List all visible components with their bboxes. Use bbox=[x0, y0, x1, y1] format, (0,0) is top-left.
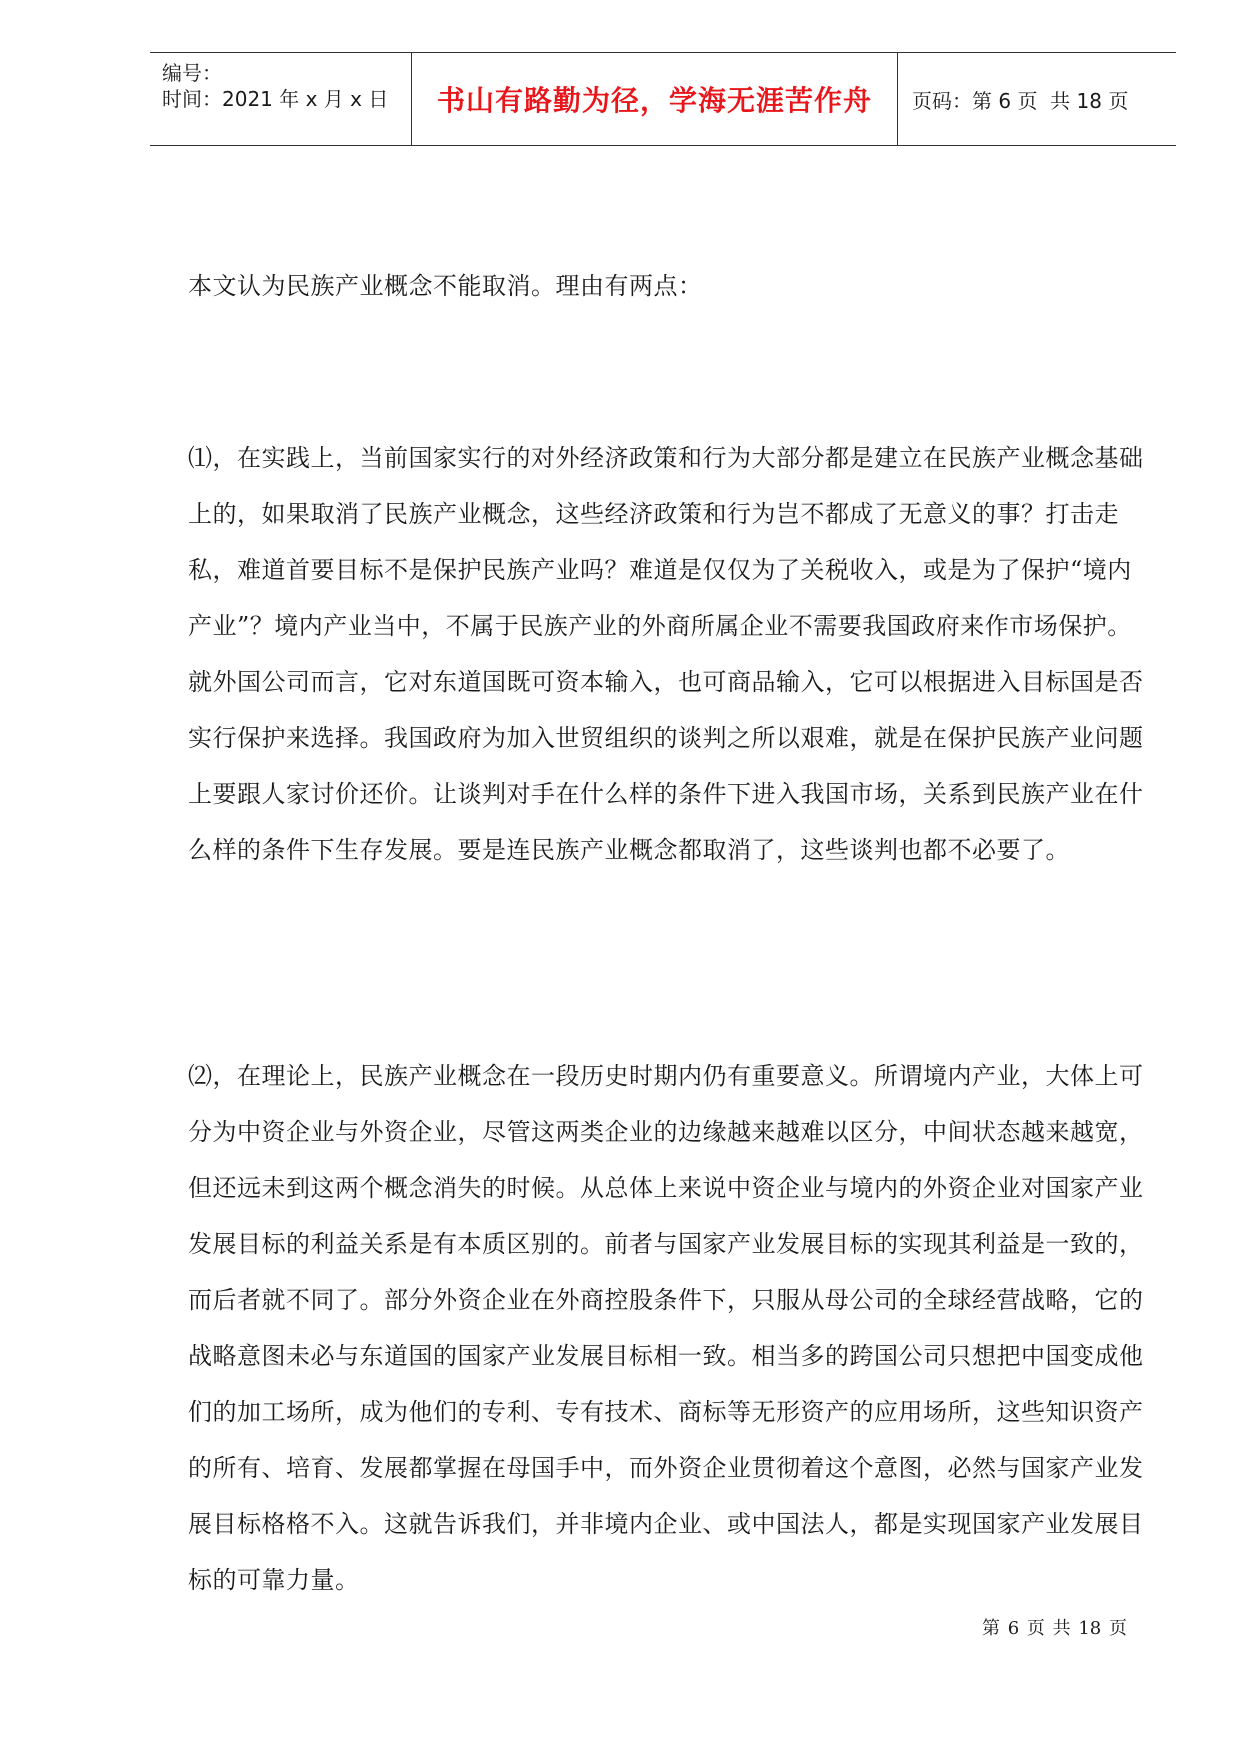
header-meta bbox=[150, 53, 412, 145]
header-page-code: 页码：第 6 页 共 18 页 bbox=[912, 88, 1129, 113]
page-footer: 第 6 页 共 18 页 bbox=[982, 1618, 1127, 1639]
header-motto: 书山有路勤为径，学海无涯苦作舟 bbox=[436, 84, 872, 117]
header-page-code-cell bbox=[898, 53, 1176, 145]
point-1-paragraph: ⑴，在实践上，当前国家实行的对外经济政策和行为大部分都是建立在民族产业概念基础上的，如果取消了民族产业概念，这些经济政策和行为岂不都成了无意义的事？打击走私，难道首要目标不是保护民族产业吗？难道是仅仅为了关税收入，或是为了保护“境内产业”？境内产业当中，不属于民族产业的外商所属企业不需要我国政府来作市场保护。就外国公司而言，它对东道国既可资本输入，也可商品输入，它可以根据进入目标国是否实行保护来选择。我国政府为加入世贸组织的谈判之所以艰难，就是在保护民族产业问题上要跟人家讨价还价。让谈判对手在什么样的条件下进入我国市场，关系到民族产业在什么样的条件下生存发展。要是连民族产业概念都取消了，这些谈判也都不必要了。 bbox=[188, 444, 1144, 864]
header-motto-cell bbox=[412, 53, 898, 145]
page-header bbox=[150, 52, 1176, 146]
point-2-paragraph: ⑵，在理论上，民族产业概念在一段历史时期内仍有重要意义。所谓境内产业，大体上可分为中资企业与外资企业，尽管这两类企业的边缘越来越难以区分，中间状态越来越宽，但还远未到这两个概念消失的时候。从总体上来说中资企业与境内的外资企业对国家产业发展目标的利益关系是有本质区别的。前者与国家产业发展目标的实现其利益是一致的，而后者就不同了。部分外资企业在外商控股条件下，只服从母公司的全球经营战略，它的战略意图未必与东道国的国家产业发展目标相一致。相当多的跨国公司只想把中国变成他们的加工场所，成为他们的专利、专有技术、商标等无形资产的应用场所，这些知识资产的所有、培育、发展都掌握在母国手中，而外资企业贯彻着这个意图，必然与国家产业发展目标格格不入。这就告诉我们，并非境内企业、或中国法人，都是实现国家产业发展目标的可靠力量。 bbox=[188, 1062, 1144, 1594]
intro-paragraph: 本文认为民族产业概念不能取消。理由有两点： bbox=[188, 272, 703, 300]
serial-label: 编号： bbox=[162, 61, 222, 85]
time-line: 时间：2021 年 x 月 x 日 bbox=[162, 87, 389, 111]
